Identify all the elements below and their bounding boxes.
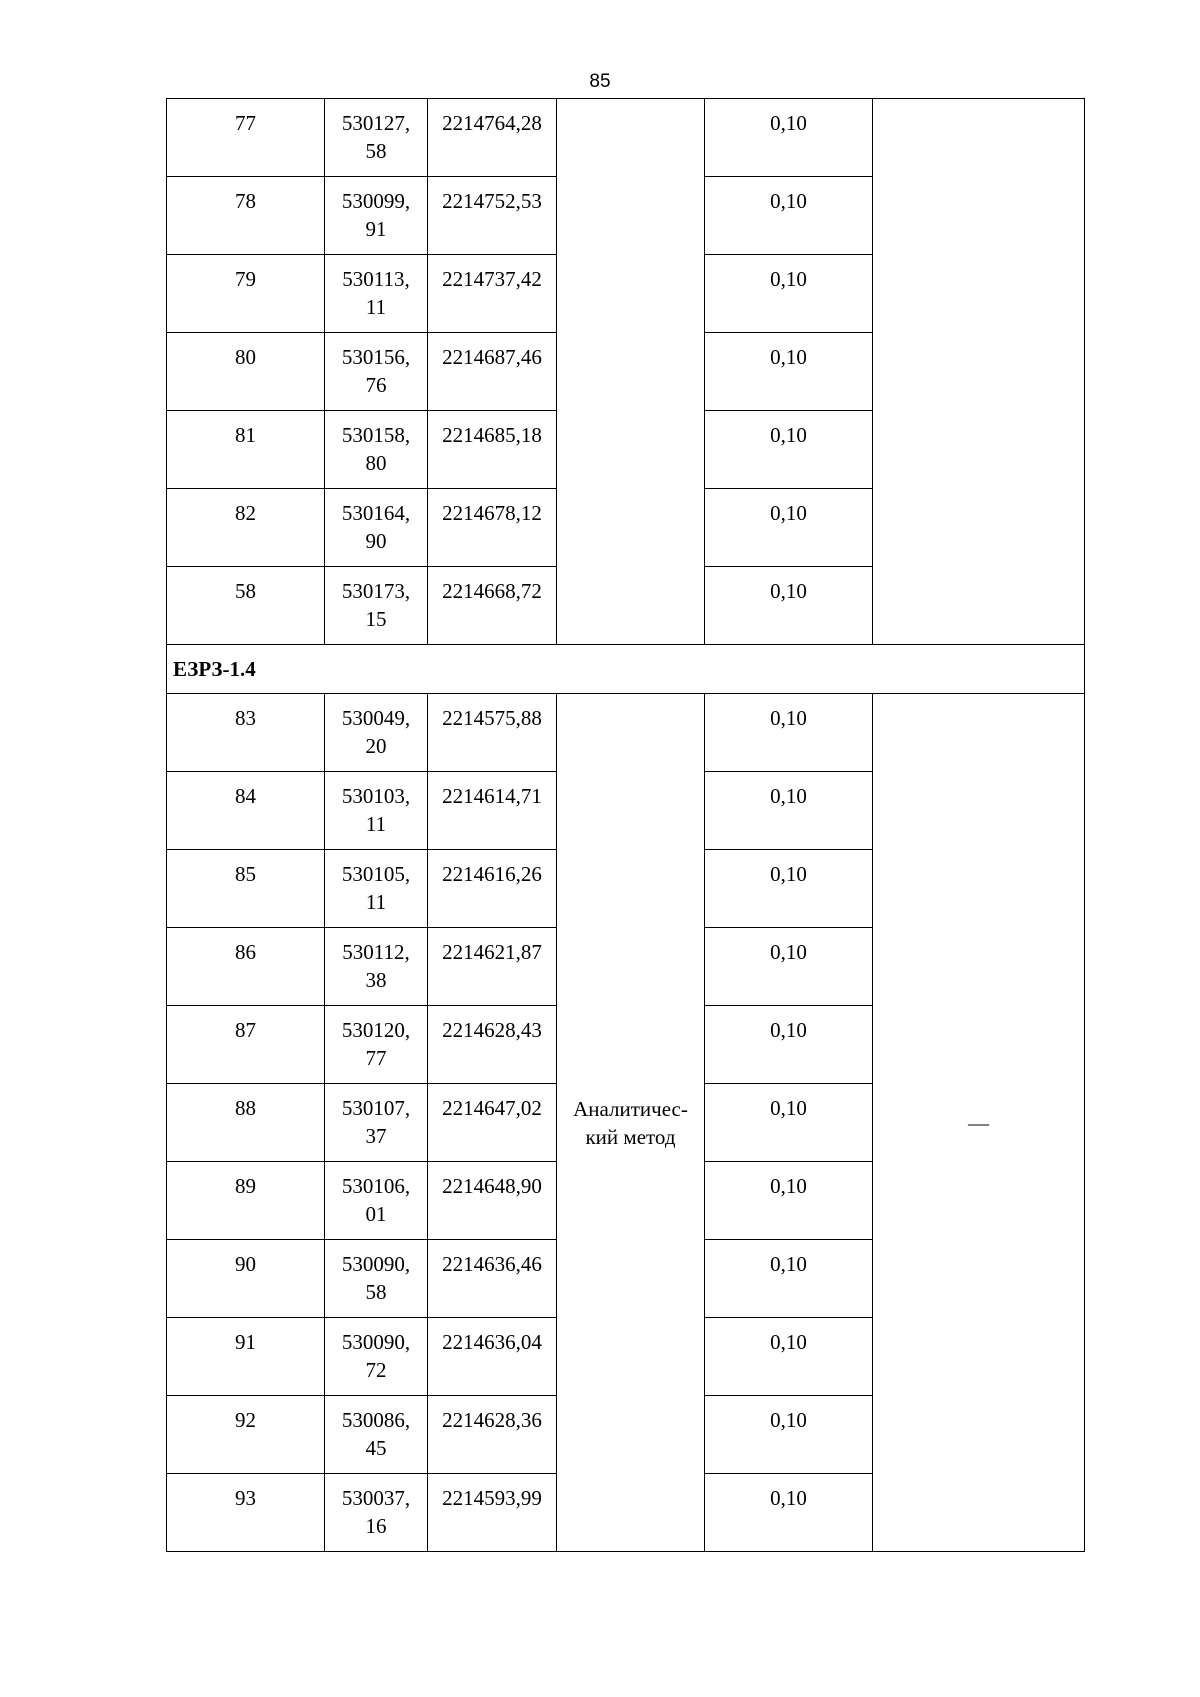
point-number-cell: 90 [167,1240,325,1318]
accuracy-cell: 0,10 [705,694,873,772]
y-coordinate-cell: 2214737,42 [428,255,557,333]
x-coordinate-integer: 530112, [342,940,410,964]
point-number-cell: 85 [167,850,325,928]
y-coordinate-cell: 2214764,28 [428,99,557,177]
x-coordinate-cell [325,567,428,645]
x-coordinate-integer: 530090, [341,1252,411,1276]
determination-method-cell [557,694,705,1552]
accuracy-cell: 0,10 [705,567,873,645]
section-label: ЕЗРЗ-1.4 [167,645,1085,694]
x-coordinate-integer: 530173, [341,579,411,603]
coordinates-table-body [167,99,1085,1552]
x-coordinate-integer: 530106, [341,1174,411,1198]
x-coordinate-cell [325,1162,428,1240]
y-coordinate-cell: 2214593,99 [428,1474,557,1552]
point-number-cell: 79 [167,255,325,333]
point-number-cell: 87 [167,1006,325,1084]
x-coordinate-decimal: 80 [365,451,387,475]
method-line-2: кий метод [585,1124,676,1149]
table-row [167,694,1085,772]
x-coordinate-cell [325,255,428,333]
x-coordinate-cell [325,489,428,567]
point-number-cell: 91 [167,1318,325,1396]
point-number-cell: 77 [167,99,325,177]
x-coordinate-integer: 530164, [341,501,411,525]
x-coordinate-integer: 530049, [341,706,411,730]
y-coordinate-cell: 2214687,46 [428,333,557,411]
accuracy-cell: 0,10 [705,411,873,489]
section-header-row [167,645,1085,694]
x-coordinate-cell [325,1084,428,1162]
x-coordinate-decimal: 38 [365,968,387,992]
point-number-cell: 83 [167,694,325,772]
x-coordinate-decimal: 20 [365,734,387,758]
x-coordinate-cell [325,772,428,850]
x-coordinate-cell [325,333,428,411]
x-coordinate-decimal: 58 [365,1280,387,1304]
point-number-cell: 88 [167,1084,325,1162]
accuracy-cell: 0,10 [705,99,873,177]
x-coordinate-cell [325,1396,428,1474]
x-coordinate-decimal: 16 [365,1514,387,1538]
y-coordinate-cell: 2214647,02 [428,1084,557,1162]
y-coordinate-cell: 2214628,43 [428,1006,557,1084]
y-coordinate-cell: 2214636,46 [428,1240,557,1318]
x-coordinate-integer: 530086, [341,1408,411,1432]
x-coordinate-decimal: 58 [365,139,387,163]
x-coordinate-decimal: 11 [365,812,387,836]
point-number-cell: 89 [167,1162,325,1240]
x-coordinate-decimal: 37 [365,1124,387,1148]
point-number-cell: 82 [167,489,325,567]
x-coordinate-decimal: 72 [365,1358,387,1382]
y-coordinate-cell: 2214616,26 [428,850,557,928]
x-coordinate-integer: 530103, [341,784,411,808]
y-coordinate-cell: 2214575,88 [428,694,557,772]
point-number-cell: 81 [167,411,325,489]
y-coordinate-cell: 2214648,90 [428,1162,557,1240]
accuracy-cell: 0,10 [705,1162,873,1240]
point-number-cell: 84 [167,772,325,850]
note-cell: — [873,694,1085,1552]
x-coordinate-integer: 530090, [341,1330,411,1354]
x-coordinate-integer: 530037, [341,1486,411,1510]
x-coordinate-decimal: 45 [365,1436,387,1460]
x-coordinate-integer: 530105, [341,862,411,886]
y-coordinate-cell: 2214628,36 [428,1396,557,1474]
point-number-cell: 80 [167,333,325,411]
table-row [167,99,1085,177]
accuracy-cell: 0,10 [705,1318,873,1396]
point-number-cell: 58 [167,567,325,645]
x-coordinate-cell [325,99,428,177]
x-coordinate-integer: 530099, [341,189,411,213]
y-coordinate-cell: 2214621,87 [428,928,557,1006]
accuracy-cell: 0,10 [705,333,873,411]
accuracy-cell: 0,10 [705,1474,873,1552]
accuracy-cell: 0,10 [705,850,873,928]
x-coordinate-decimal: 76 [365,373,387,397]
x-coordinate-integer: 530107, [341,1096,411,1120]
note-cell [873,99,1085,645]
x-coordinate-integer: 530156, [341,345,411,369]
x-coordinate-cell [325,1240,428,1318]
x-coordinate-decimal: 01 [365,1202,387,1226]
x-coordinate-cell [325,1318,428,1396]
x-coordinate-decimal: 15 [365,607,387,631]
x-coordinate-decimal: 11 [365,890,387,914]
x-coordinate-cell [325,694,428,772]
accuracy-cell: 0,10 [705,1006,873,1084]
accuracy-cell: 0,10 [705,1084,873,1162]
accuracy-cell: 0,10 [705,1396,873,1474]
y-coordinate-cell: 2214636,04 [428,1318,557,1396]
x-coordinate-decimal: 91 [365,217,387,241]
accuracy-cell: 0,10 [705,928,873,1006]
coordinates-table [166,98,1085,1552]
point-number-cell: 93 [167,1474,325,1552]
y-coordinate-cell: 2214678,12 [428,489,557,567]
x-coordinate-decimal: 11 [365,295,387,319]
x-coordinate-cell [325,177,428,255]
accuracy-cell: 0,10 [705,772,873,850]
y-coordinate-cell: 2214614,71 [428,772,557,850]
x-coordinate-integer: 530120, [341,1018,411,1042]
y-coordinate-cell: 2214668,72 [428,567,557,645]
x-coordinate-cell [325,928,428,1006]
y-coordinate-cell: 2214685,18 [428,411,557,489]
page-number: 85 [589,71,611,92]
x-coordinate-cell [325,1474,428,1552]
accuracy-cell: 0,10 [705,255,873,333]
accuracy-cell: 0,10 [705,177,873,255]
method-line-1: Аналитичес- [573,1096,688,1121]
x-coordinate-cell [325,411,428,489]
x-coordinate-cell [325,850,428,928]
x-coordinate-integer: 530113, [342,267,410,291]
determination-method-cell [557,99,705,645]
point-number-cell: 78 [167,177,325,255]
x-coordinate-decimal: 90 [365,529,387,553]
accuracy-cell: 0,10 [705,489,873,567]
x-coordinate-cell [325,1006,428,1084]
x-coordinate-integer: 530158, [341,423,411,447]
x-coordinate-decimal: 77 [365,1046,387,1070]
point-number-cell: 92 [167,1396,325,1474]
point-number-cell: 86 [167,928,325,1006]
x-coordinate-integer: 530127, [341,111,411,135]
y-coordinate-cell: 2214752,53 [428,177,557,255]
accuracy-cell: 0,10 [705,1240,873,1318]
